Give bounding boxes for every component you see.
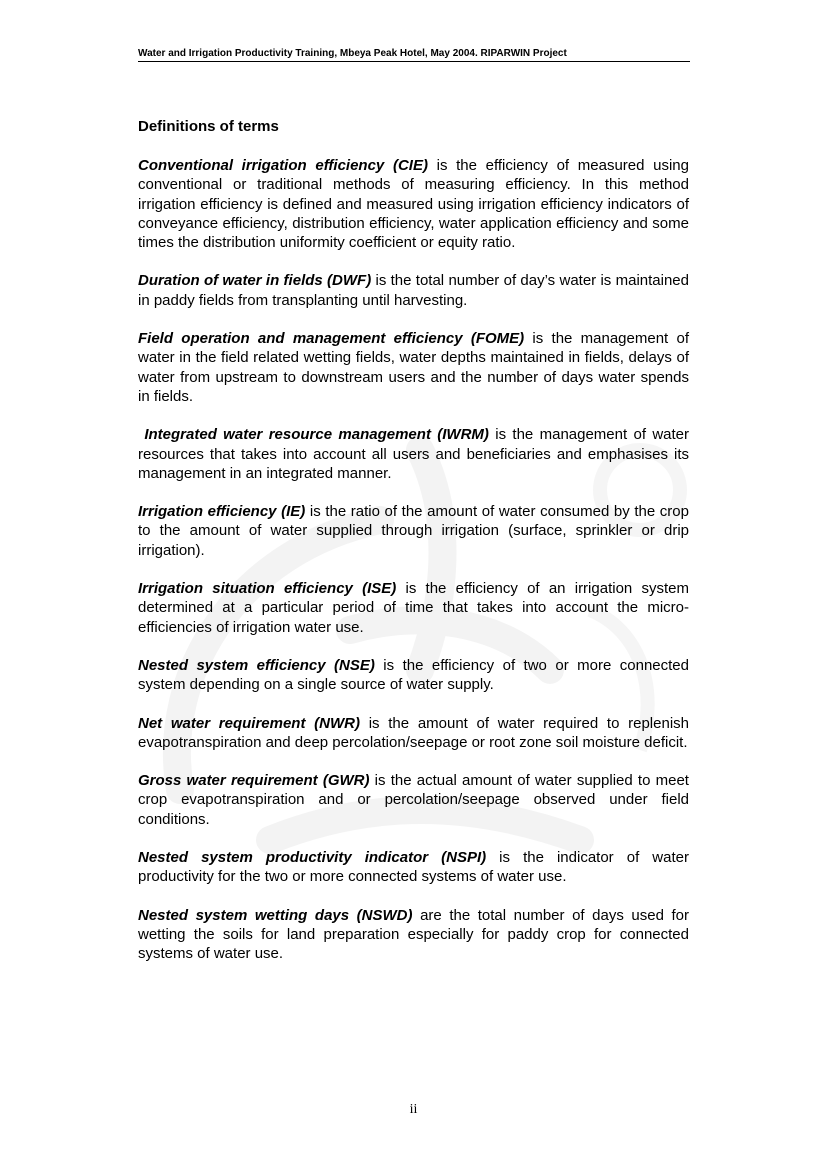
definition-text: are the total number of days used for wetting the soils for land preparation especially for paddy crop for connected systems of water use. (138, 906, 690, 963)
definitions-list (138, 156, 689, 983)
definition-term: Irrigation efficiency (IE) (138, 503, 306, 521)
definition-nspi (138, 848, 689, 887)
definition-term: Nested system efficiency (NSE) (138, 656, 375, 674)
definition-text: is the efficiency of measured using conventional or traditional methods of measuring efficiency. In this method irrigation efficiency is defined and measured using irrigation efficiency indicators of conveyance efficiency, distribution efficiency, water application efficiency and some times the distribution uniformity coefficient or equity ratio. (138, 157, 689, 252)
definition-text: is the amount of water required to replenish evapotranspiration and deep percolation/seepage or root zone soil moisture deficit. (138, 714, 690, 751)
page-number: ii (409, 1102, 418, 1117)
definition-text: is the efficiency of two or more connected system depending on a single source of water supply. (138, 656, 689, 694)
definition-text: is the efficiency of an irrigation system determined at a particular period of time that takes into account the micro-efficiencies of irrigation water use. (138, 580, 689, 636)
definition-iwrm (138, 425, 689, 483)
definition-gwr (138, 771, 689, 829)
running-header: Water and Irrigation Productivity Training, Mbeya Peak Hotel, May 2004. RIPARWIN Project (138, 48, 690, 62)
definition-text: is the indicator of water productivity for the two or more connected systems of water use. (138, 849, 689, 886)
definition-term: Net water requirement (NWR) (138, 714, 360, 732)
definition-dwf (138, 271, 689, 310)
definition-text: is the management of water in the field related wetting fields, water depths maintained in fields, delays of water from upstream to downstream users and the number of days water spends in fields. (138, 330, 689, 405)
definition-term: Gross water requirement (GWR) (138, 772, 370, 790)
definition-term: Field operation and management efficiency (FOME) (138, 330, 525, 348)
definition-term: Integrated water resource management (IWRM) (138, 426, 489, 444)
definition-nwr (138, 714, 689, 753)
definition-text: is the ratio of the amount of water consumed by the crop to the amount of water supplied through irrigation (surface, sprinkler or drip irrigation). (138, 503, 689, 559)
definition-text: is the actual amount of water supplied to meet crop evapotranspiration and or percolation/seepage observed under field conditions. (138, 772, 689, 828)
definition-nswd (138, 906, 689, 964)
definition-ie (138, 502, 689, 560)
definition-term: Nested system productivity indicator (NSPI) (138, 849, 487, 867)
definition-fome (138, 329, 689, 406)
definition-text: is the management of water resources that takes into account all users and beneficiaries and emphasises its management in an integrated manner. (138, 426, 690, 482)
definition-ise (138, 579, 689, 637)
definition-term: Nested system wetting days (NSWD) (138, 906, 413, 924)
definition-text: is the total number of day’s water is maintained in paddy fields from transplanting until harvesting. (138, 272, 689, 309)
definition-term: Duration of water in fields (DWF) (138, 272, 372, 290)
section-title: Definitions of terms (138, 118, 279, 135)
definition-nse (138, 656, 689, 695)
definition-cie (138, 156, 689, 252)
definition-term: Conventional irrigation efficiency (CIE) (138, 157, 428, 174)
definition-term: Irrigation situation efficiency (ISE) (138, 580, 397, 598)
